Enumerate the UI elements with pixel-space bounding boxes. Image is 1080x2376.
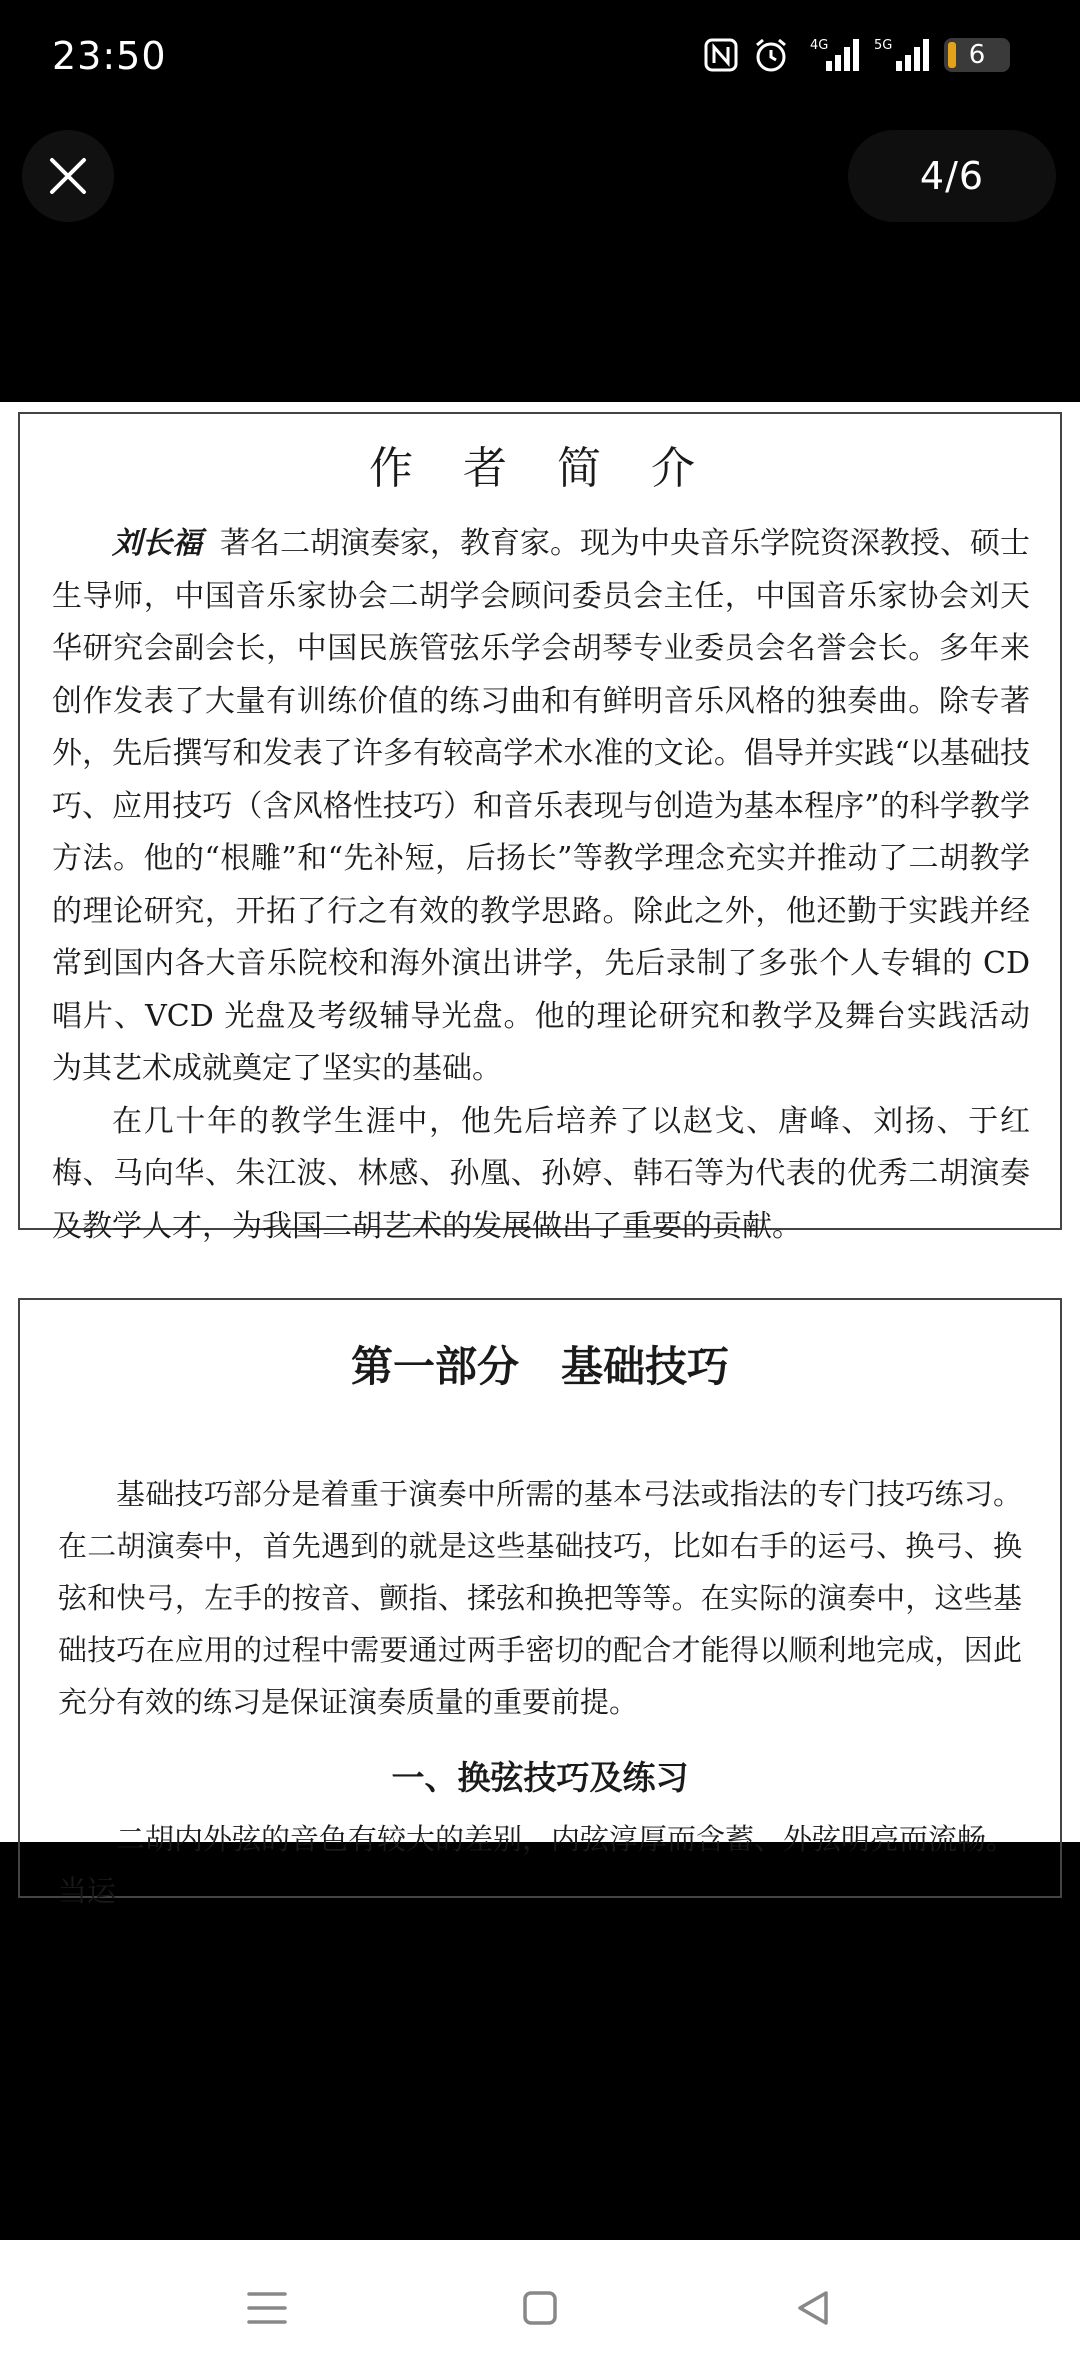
back-icon xyxy=(794,2289,832,2327)
battery-indicator xyxy=(944,38,1010,72)
section-text: 二胡内外弦的音色有较大的差别，内弦淳厚而含蓄、外弦明亮而流畅。当运 xyxy=(58,1822,1016,1908)
author-intro-title: 作 者 简 介 xyxy=(369,443,713,494)
author-intro-paragraph-1 xyxy=(52,518,1030,1096)
author-name: 刘长福 xyxy=(112,526,202,561)
author-intro-body xyxy=(52,518,1030,1253)
home-button[interactable] xyxy=(500,2268,580,2348)
section-title: 一、换弦技巧及练习 xyxy=(391,1758,689,1797)
network-label-2: 5G xyxy=(874,38,893,53)
menu-icon xyxy=(247,2290,287,2326)
battery-level: 6 xyxy=(968,40,986,70)
author-intro-paragraph-2: 在几十年的教学生涯中，他先后培养了以赵戈、唐峰、刘扬、于红梅、马向华、朱江波、林感、孙凰、孙婷、韩石等为代表的优秀二胡演奏及教学人才，为我国二胡艺术的发展做出了重要的贡献。 xyxy=(52,1103,1030,1244)
status-bar xyxy=(0,0,1080,118)
back-button[interactable] xyxy=(773,2268,853,2348)
status-icons xyxy=(704,36,1010,74)
author-intro-page xyxy=(18,412,1062,1244)
alarm-icon xyxy=(752,36,790,74)
signal-4g-icon xyxy=(804,37,860,73)
status-time: 23:50 xyxy=(52,34,167,78)
author-intro-text-1: 著名二胡演奏家，教育家。现为中央音乐学院资深教授、硕士生导师，中国音乐家协会二胡学会顾问委员会主任，中国音乐家协会刘天华研究会副会长，中国民族管弦乐学会胡琴专业委员会名誉会长。多年来创作发表了大量有训练价值的练习曲和有鲜明音乐风格的独奏曲。除专著外，先后撰写和发表了许多有较高学术水准的文论。倡导并实践“以基础技巧、应用技巧（含风格性技巧）和音乐表现与创造为基本程序”的科学教学方法。他的“根雕”和“先补短，后扬长”等教学理念充实并推动了二胡教学的理论研究，开拓了行之有效的教学思路。除此之外，他还勤于实践并经常到国内各大音乐院校和海外演出讲学，先后录制了多张个人专辑的 CD 唱片、VCD 光盘及考级辅导光盘。他的理论研究和教学及舞台实践活动为其艺术成就奠定了坚实的基础。 xyxy=(52,526,1030,1086)
page-indicator: 4/6 xyxy=(848,130,1056,222)
part-one-body xyxy=(58,1468,1022,1728)
part-one-paragraph: 基础技巧部分是着重于演奏中所需的基本弓法或指法的专门技巧练习。在二胡演奏中，首先遇到的就是这些基础技巧，比如右手的运弓、换弓、换弦和快弓，左手的按音、颤指、揉弦和换把等等。在实际的演奏中，这些基础技巧在应用的过程中需要通过两手密切的配合才能得以顺利地完成，因此充分有效的练习是保证演奏质量的重要前提。 xyxy=(58,1477,1022,1719)
part-one-title: 第一部分 基础技巧 xyxy=(350,1342,729,1391)
menu-button[interactable] xyxy=(227,2268,307,2348)
navigation-bar xyxy=(0,2240,1080,2376)
close-button[interactable] xyxy=(22,130,114,222)
network-label-1: 4G xyxy=(810,38,829,53)
battery-fill xyxy=(948,42,956,68)
home-icon xyxy=(522,2290,558,2326)
close-icon xyxy=(46,154,90,198)
nfc-icon xyxy=(704,38,738,72)
image-viewer[interactable] xyxy=(0,402,1080,1908)
part-one-page xyxy=(18,1298,1062,1908)
signal-5g-icon xyxy=(874,37,930,73)
